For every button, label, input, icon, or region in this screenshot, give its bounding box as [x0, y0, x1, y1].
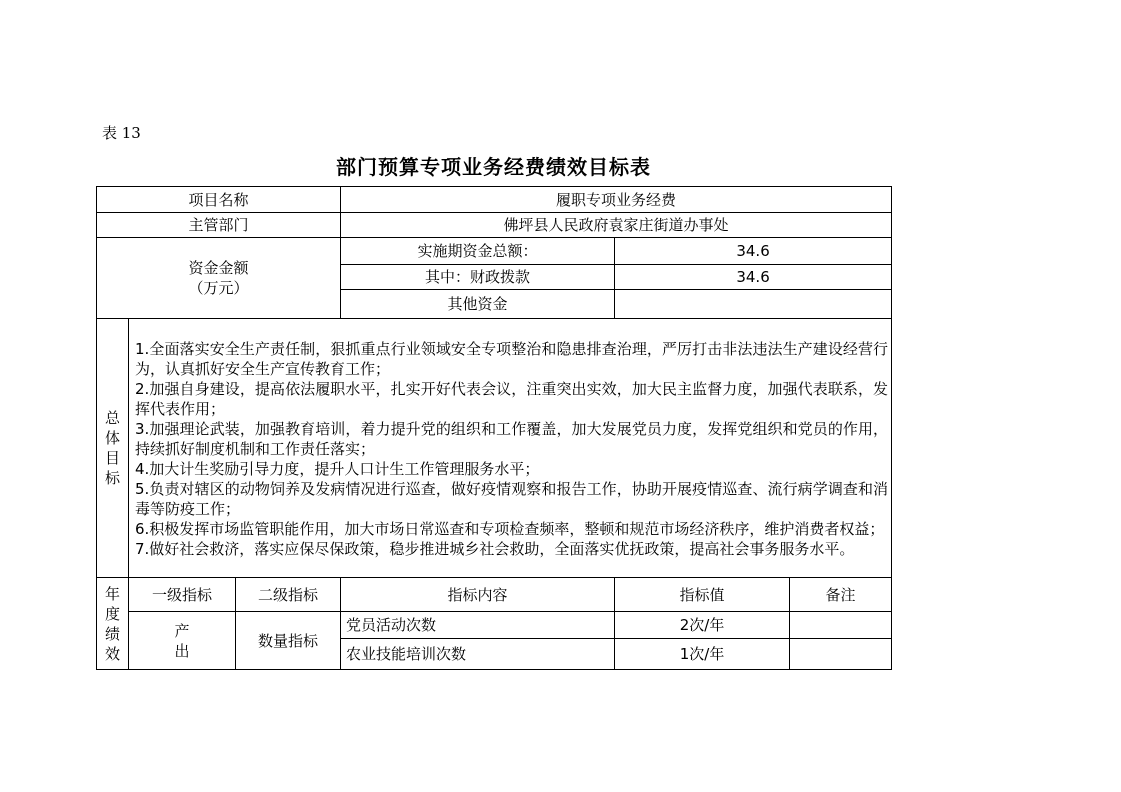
goal-item: 4.加大计生奖励引导力度，提升人口计生工作管理服务水平；: [135, 459, 540, 478]
indicator-content: 农业技能培训次数: [341, 639, 615, 670]
header-level2-indicator: 二级指标: [236, 578, 341, 612]
goal-item: 3.加强理论武装，加强教育培训，着力提升党的组织和工作覆盖，加大发展党员力度，发挥党组织和党员的作用，持续抓好制度机制和工作责任落实；: [135, 419, 889, 458]
funds-unit: （万元）: [188, 279, 249, 297]
overall-goal-label: [97, 319, 129, 578]
goal-label-char: 总: [104, 409, 120, 427]
level1-char: 出: [174, 641, 190, 660]
project-name-label: 项目名称: [97, 187, 341, 213]
goal-label-char: 标: [104, 469, 120, 487]
perf-label-char: 年: [104, 584, 120, 603]
level1-output-cell: [129, 612, 236, 670]
goal-item: 7.做好社会救济，落实应保尽保政策，稳步推进城乡社会救助，全面落实优抚政策，提高社会事务服务水平。: [135, 539, 855, 558]
perf-label-char: 度: [104, 604, 120, 623]
goal-item: 1.全面落实安全生产责任制，狠抓重点行业领域安全专项整治和隐患排查治理，严厉打击非法违法生产建设经营行为，认真抓好安全生产宣传教育工作；: [135, 339, 889, 378]
annual-performance-label: [97, 578, 129, 670]
indicator-content: 党员活动次数: [341, 612, 615, 639]
overall-goals: [129, 319, 892, 578]
level1-char: 产: [174, 621, 190, 640]
header-indicator-content: 指标内容: [341, 578, 615, 612]
fiscal-funds-value: 34.6: [615, 265, 892, 290]
other-funds-label: 其他资金: [341, 290, 615, 319]
performance-target-table: [96, 186, 892, 670]
goal-item: 5.负责对辖区的动物饲养及发病情况进行巡查，做好疫情观察和报告工作，协助开展疫情巡查、流行病学调查和消毒等防疫工作；: [135, 479, 889, 518]
indicator-remark: [790, 612, 892, 639]
table-number: 表 13: [102, 124, 141, 142]
indicator-remark: [790, 639, 892, 670]
funds-label: 资金金额: [188, 259, 249, 277]
header-level1-indicator: 一级指标: [129, 578, 236, 612]
funds-label-cell: [97, 238, 341, 319]
header-indicator-value: 指标值: [615, 578, 790, 612]
fiscal-funds-label: 其中：财政拨款: [341, 265, 615, 290]
level2-quantity-cell: 数量指标: [236, 612, 341, 670]
goal-item: 6.积极发挥市场监管职能作用，加大市场日常巡查和专项检查频率，整顿和规范市场经济秩序，维护消费者权益；: [135, 519, 885, 538]
goal-label-char: 体: [104, 429, 120, 447]
perf-label-char: 效: [104, 644, 120, 663]
header-remark: 备注: [790, 578, 892, 612]
document-title: 部门预算专项业务经费绩效目标表: [336, 155, 651, 179]
goal-label-char: 目: [104, 449, 120, 467]
goal-item: 2.加强自身建设，提高依法履职水平，扎实开好代表会议，注重突出实效，加大民主监督力度，加强代表联系，发挥代表作用；: [135, 379, 889, 418]
department-value: 佛坪县人民政府袁家庄街道办事处: [341, 213, 892, 238]
table-row: [97, 612, 892, 639]
project-name-value: 履职专项业务经费: [341, 187, 892, 213]
other-funds-value: [615, 290, 892, 319]
total-funds-label: 实施期资金总额：: [341, 238, 615, 265]
department-label: 主管部门: [97, 213, 341, 238]
indicator-value: 1次/年: [615, 639, 790, 670]
perf-label-char: 绩: [104, 624, 120, 643]
indicator-value: 2次/年: [615, 612, 790, 639]
total-funds-value: 34.6: [615, 238, 892, 265]
